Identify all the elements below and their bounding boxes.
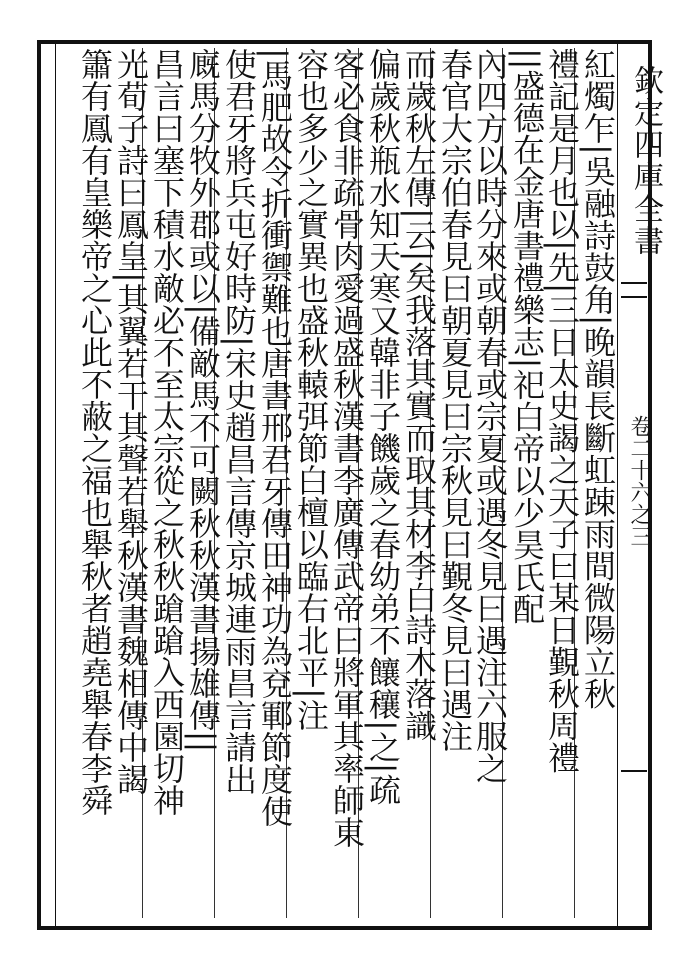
text-column-14: 光荀子詩曰鳳皇|其翼若干其聲若舉秋漢書魏相傳中謁 <box>112 48 150 795</box>
text-column-13: 昌言曰塞下積水敵必不至太宗從之秋秋蹌蹌入西園切神 <box>148 48 186 816</box>
book-title: 欽定四庫全書 <box>628 65 663 257</box>
text-column-9: 容也多少之實異也盛秋轅弭節白檀以臨右北平|注 <box>292 48 330 731</box>
lower-fishtail-mark <box>621 770 647 778</box>
text-column-7: 偏歲秋瓶水知天寒又韓非子饑歲之春幼弟不饟穰|之|疏 <box>364 48 402 806</box>
text-column-10: |馬肥故令折衝禦難也唐書邢君牙傳田神功為兗鄆節度使 <box>256 48 294 827</box>
text-column-5: 春官大宗伯春見曰朝夏見曰宗秋見曰覲冬見曰遇注 <box>436 48 474 752</box>
text-column-8: 客必食非疏骨肉愛過盛秋漢書李廣傳武帝曰將軍其率師東 <box>328 48 366 848</box>
text-column-6: 而歲秋左傳|云|矣我落其實而取其材李白詩木落識 <box>400 48 438 742</box>
text-column-12: 廐馬分牧外郡或以|備敵馬不可闕秋秋漢書揚雄傳|| <box>184 48 222 753</box>
text-column-4: 內四方以時分來或朝春或宗夏或遇冬見曰遇注六服之 <box>471 48 509 784</box>
fishtail-mark <box>621 282 647 298</box>
text-column-1: 紅燭乍|吳融詩鼓角|晚韻長斷虹踈雨間微陽立秋 <box>579 48 617 710</box>
text-column-15: 簫有鳳有皇樂帝之心此不蔽之福也舉秋者趙堯舉春李舜 <box>76 48 114 816</box>
volume-label: 卷二十六之三 <box>627 415 652 547</box>
text-column-3: ||盛德在金唐書禮樂志|祀白帝以少昊氏配 <box>508 48 546 625</box>
text-column-11: 使君牙將兵屯好時防|宋史趙昌言傳京城連雨昌言請出 <box>220 48 258 795</box>
text-column-2: 禮記是月也以|先|三日太史謁之天子曰某日覲秋周禮 <box>543 48 581 774</box>
